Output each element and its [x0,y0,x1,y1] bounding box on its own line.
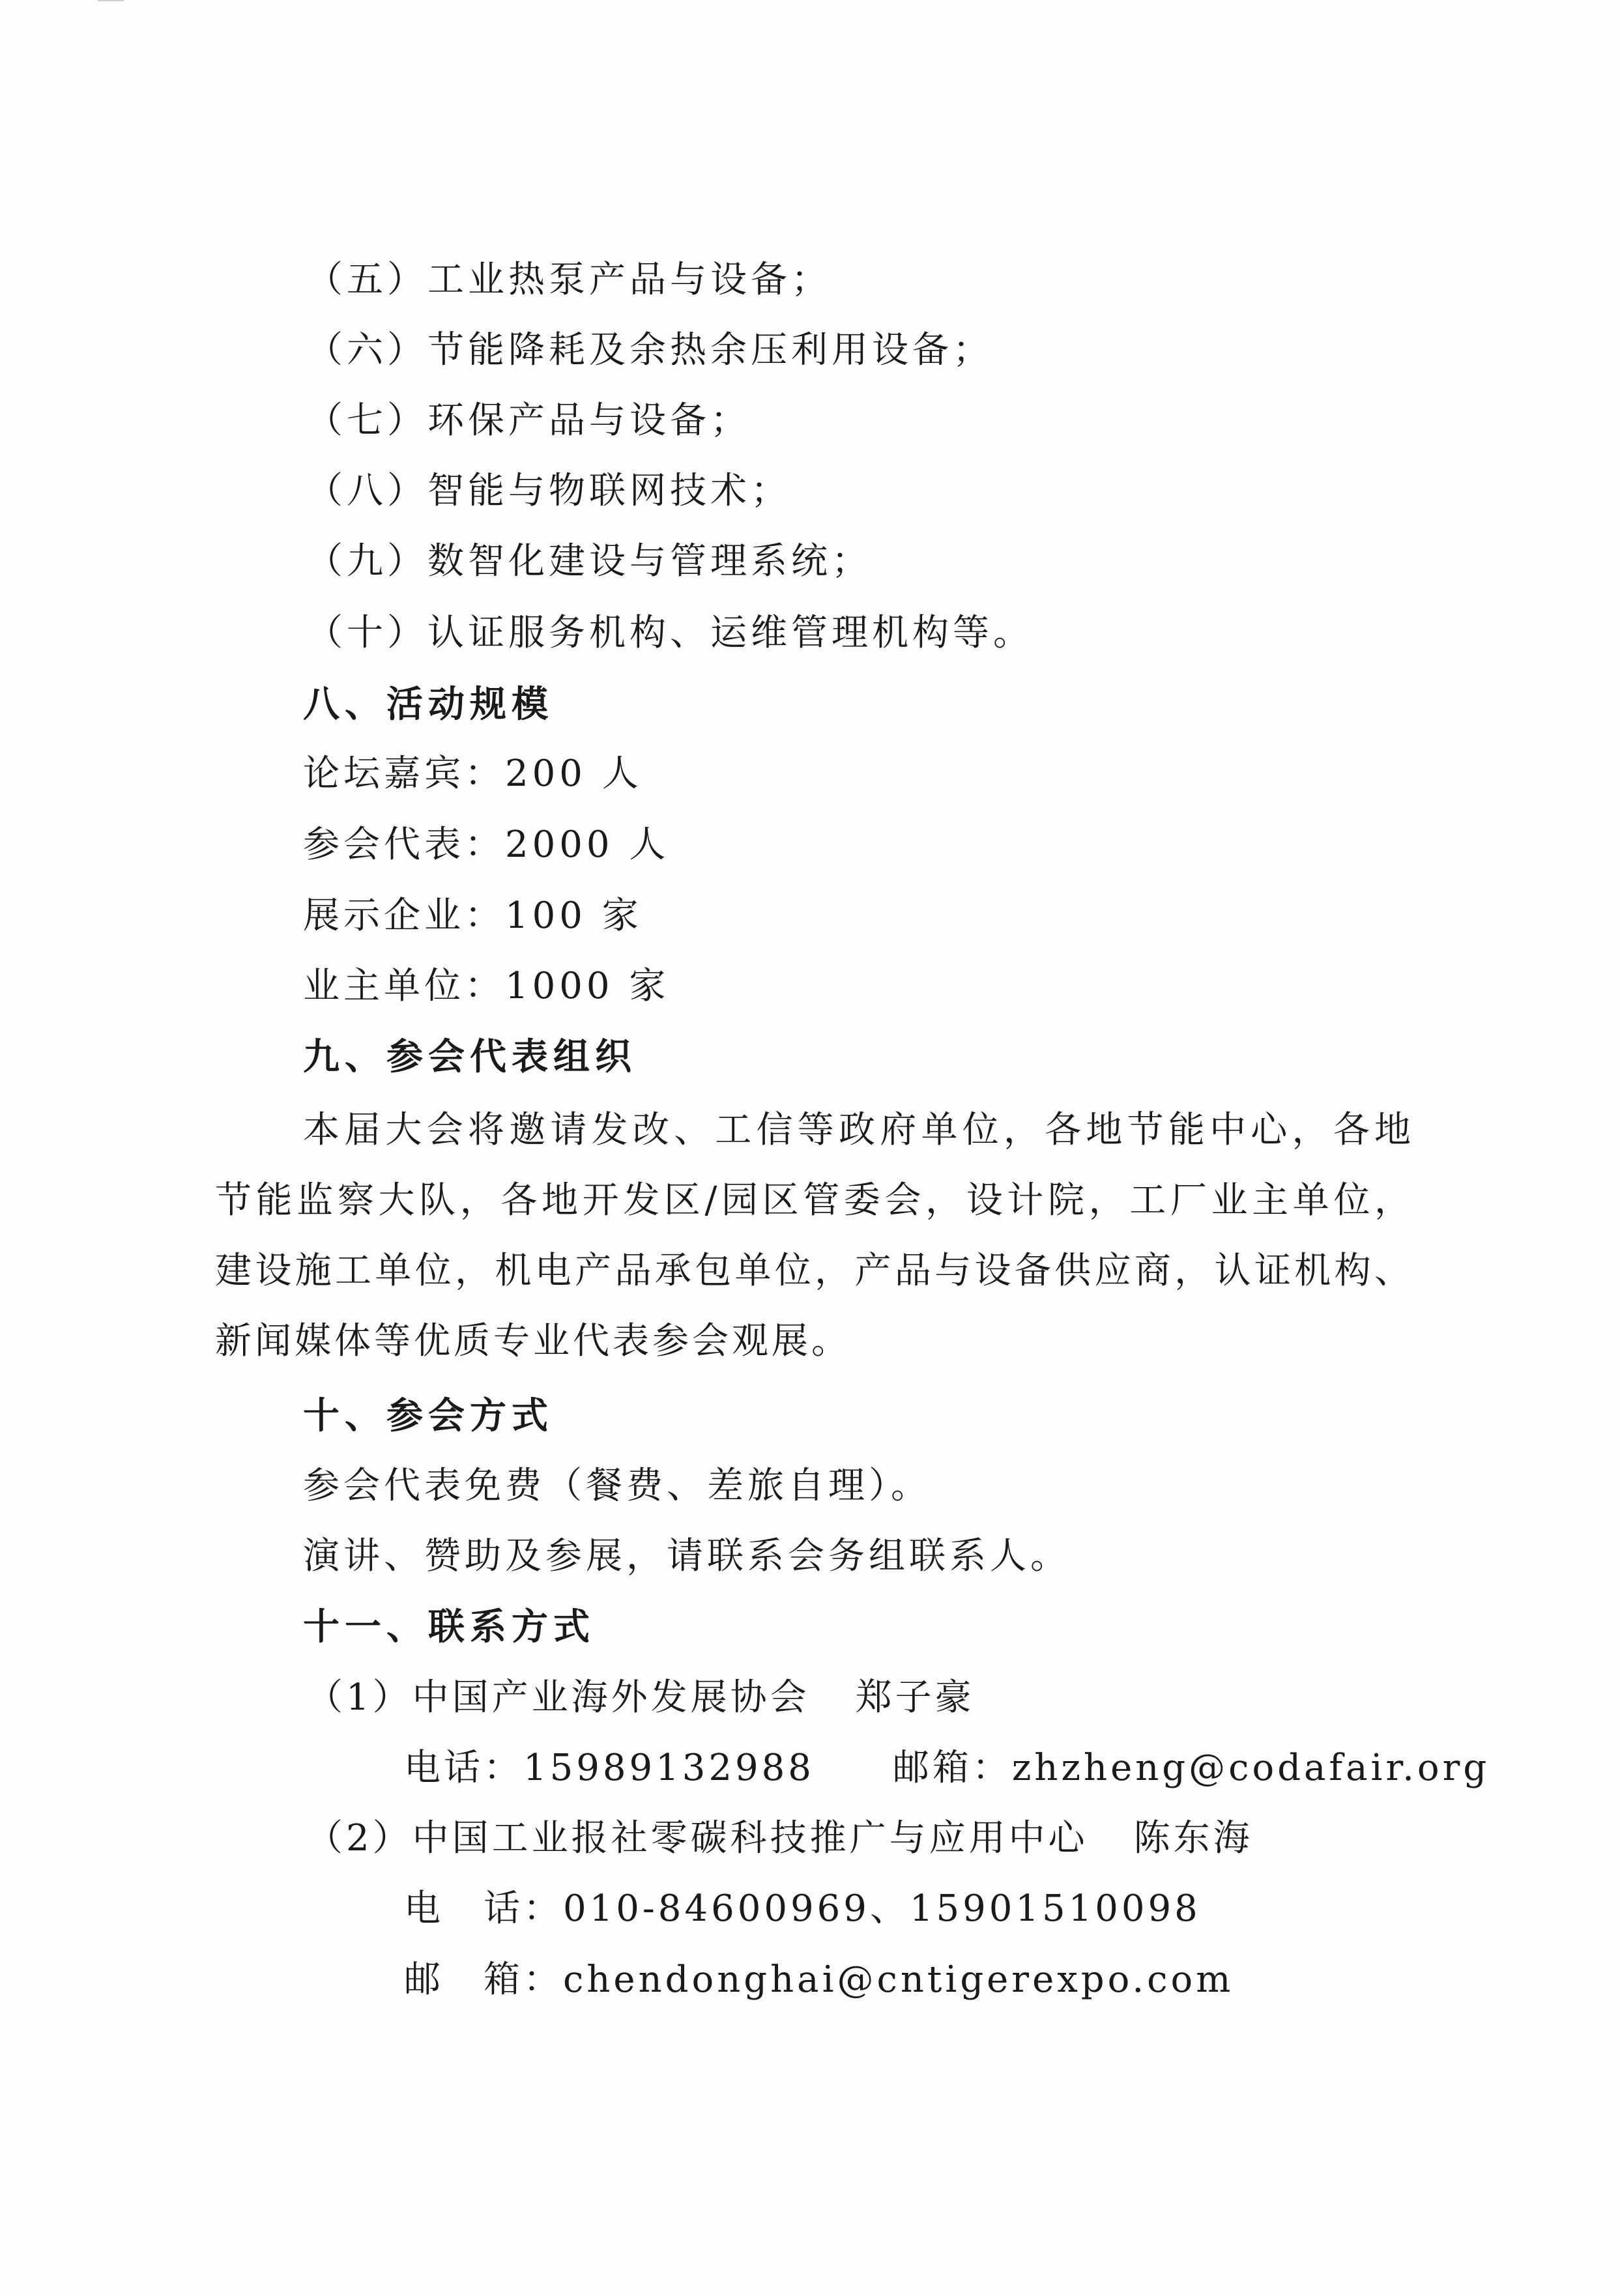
contact-2-phone-row [404,1886,1201,1932]
section-heading-delegates: 九、参会代表组织 [303,1035,637,1078]
contact-1-label: （1） [306,1676,412,1719]
exhibit-item-9: （九）数智化建设与管理系统； [306,540,872,582]
contact-1 [306,1675,975,1721]
contact-2-email-row [404,1957,1234,2003]
contact-2-label: （2） [306,1817,412,1859]
contact-2 [306,1816,1253,1861]
exhibit-item-8: （八）智能与物联网技术； [306,470,791,512]
contact-2-phone-label: 电 话： [404,1887,563,1930]
contact-1-phone: 15989132988 [523,1747,815,1789]
scale-item-delegates: 参会代表：2000 人 [303,824,670,866]
contact-2-email-label: 邮 箱： [404,1959,563,2001]
section-heading-participation: 十、参会方式 [303,1394,553,1437]
scale-item-exhibitors: 展示企业：100 家 [303,895,643,937]
delegates-paragraph: 本届大会将邀请发改、工信等政府单位，各地节能中心，各地节能监察大队，各地开发区/园区管委会，设计院，工厂业主单位，建设施工单位，机电产品承包单位，产品与设备供应商，认证机构、新闻媒体等优质专业代表参会观展。 [215,1109,1414,1362]
contact-1-email: zhzheng@codafair.org [1011,1747,1490,1789]
contact-2-email: chendonghai@cntigerexpo.com [563,1959,1234,2001]
contact-1-email-label: 邮箱： [892,1747,1012,1789]
exhibit-item-6: （六）节能降耗及余热余压利用设备； [306,329,993,371]
scale-item-owners: 业主单位：1000 家 [303,965,670,1007]
exhibit-item-10: （十）认证服务机构、运维管理机构等。 [306,612,1034,654]
scan-mark [98,0,124,5]
participation-contact-note: 演讲、赞助及参展，请联系会务组联系人。 [303,1535,1071,1577]
contact-2-name: 陈东海 [1133,1817,1253,1859]
section-heading-contact: 十一、联系方式 [303,1605,595,1648]
contact-1-name: 郑子豪 [855,1676,975,1719]
contact-1-details [404,1745,1490,1791]
contact-1-phone-label: 电话： [404,1747,523,1789]
contact-1-org: 中国产业海外发展协会 [412,1676,810,1719]
exhibit-item-5: （五）工业热泵产品与设备； [306,259,832,301]
participation-free: 参会代表免费（餐费、差旅自理）。 [303,1465,931,1507]
exhibit-item-7: （七）环保产品与设备； [306,399,751,442]
section-heading-scale: 八、活动规模 [303,683,553,726]
scale-item-guests: 论坛嘉宾：200 人 [303,753,643,795]
contact-2-org: 中国工业报社零碳科技推广与应用中心 [412,1817,1088,1859]
contact-2-phone: 010-84600969、15901510098 [563,1887,1201,1930]
